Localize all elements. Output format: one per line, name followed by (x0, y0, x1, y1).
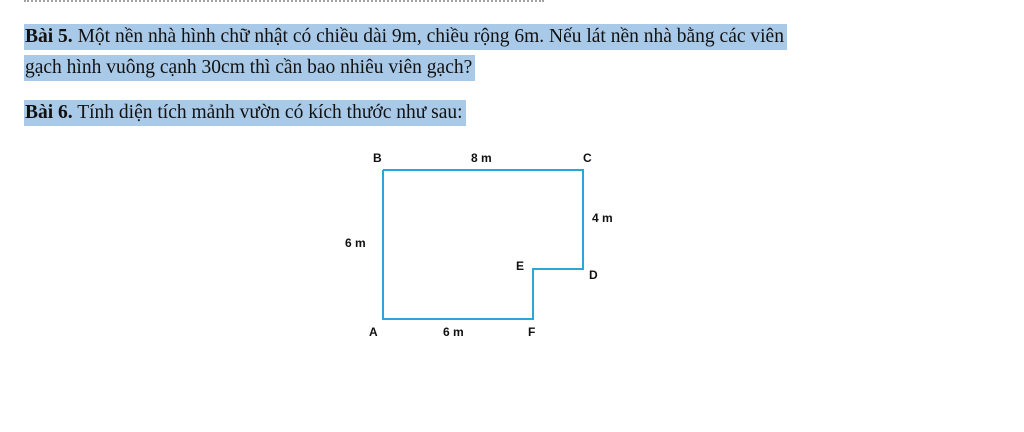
problem5-text-2: gạch hình vuông cạnh 30cm thì cần bao nhiêu viên gạch? (25, 57, 473, 78)
problem6-label: Bài 6. (25, 102, 73, 123)
vertex-d-label: D (589, 268, 598, 282)
vertex-c-label: C (583, 151, 592, 165)
problem5-text-1: Một nền nhà hình chữ nhật có chiều dài 9m, chiều rộng 6m. Nếu lát nền nhà bằng các viên (72, 26, 784, 47)
garden-outline (383, 170, 583, 319)
problem6-text: Tính diện tích mảnh vườn có kích thước như sau: (72, 102, 463, 123)
dimension-bc-label: 8 m (471, 151, 492, 165)
vertex-b-label: B (373, 151, 382, 165)
dimension-ab-label: 6 m (345, 236, 366, 250)
vertex-f-label: F (528, 325, 536, 339)
dimension-af-label: 6 m (443, 325, 464, 339)
problem5-label: Bài 5. (25, 26, 73, 47)
vertex-e-label: E (516, 259, 525, 273)
dimension-cd-label: 4 m (592, 211, 613, 225)
vertex-a-label: A (369, 325, 378, 339)
